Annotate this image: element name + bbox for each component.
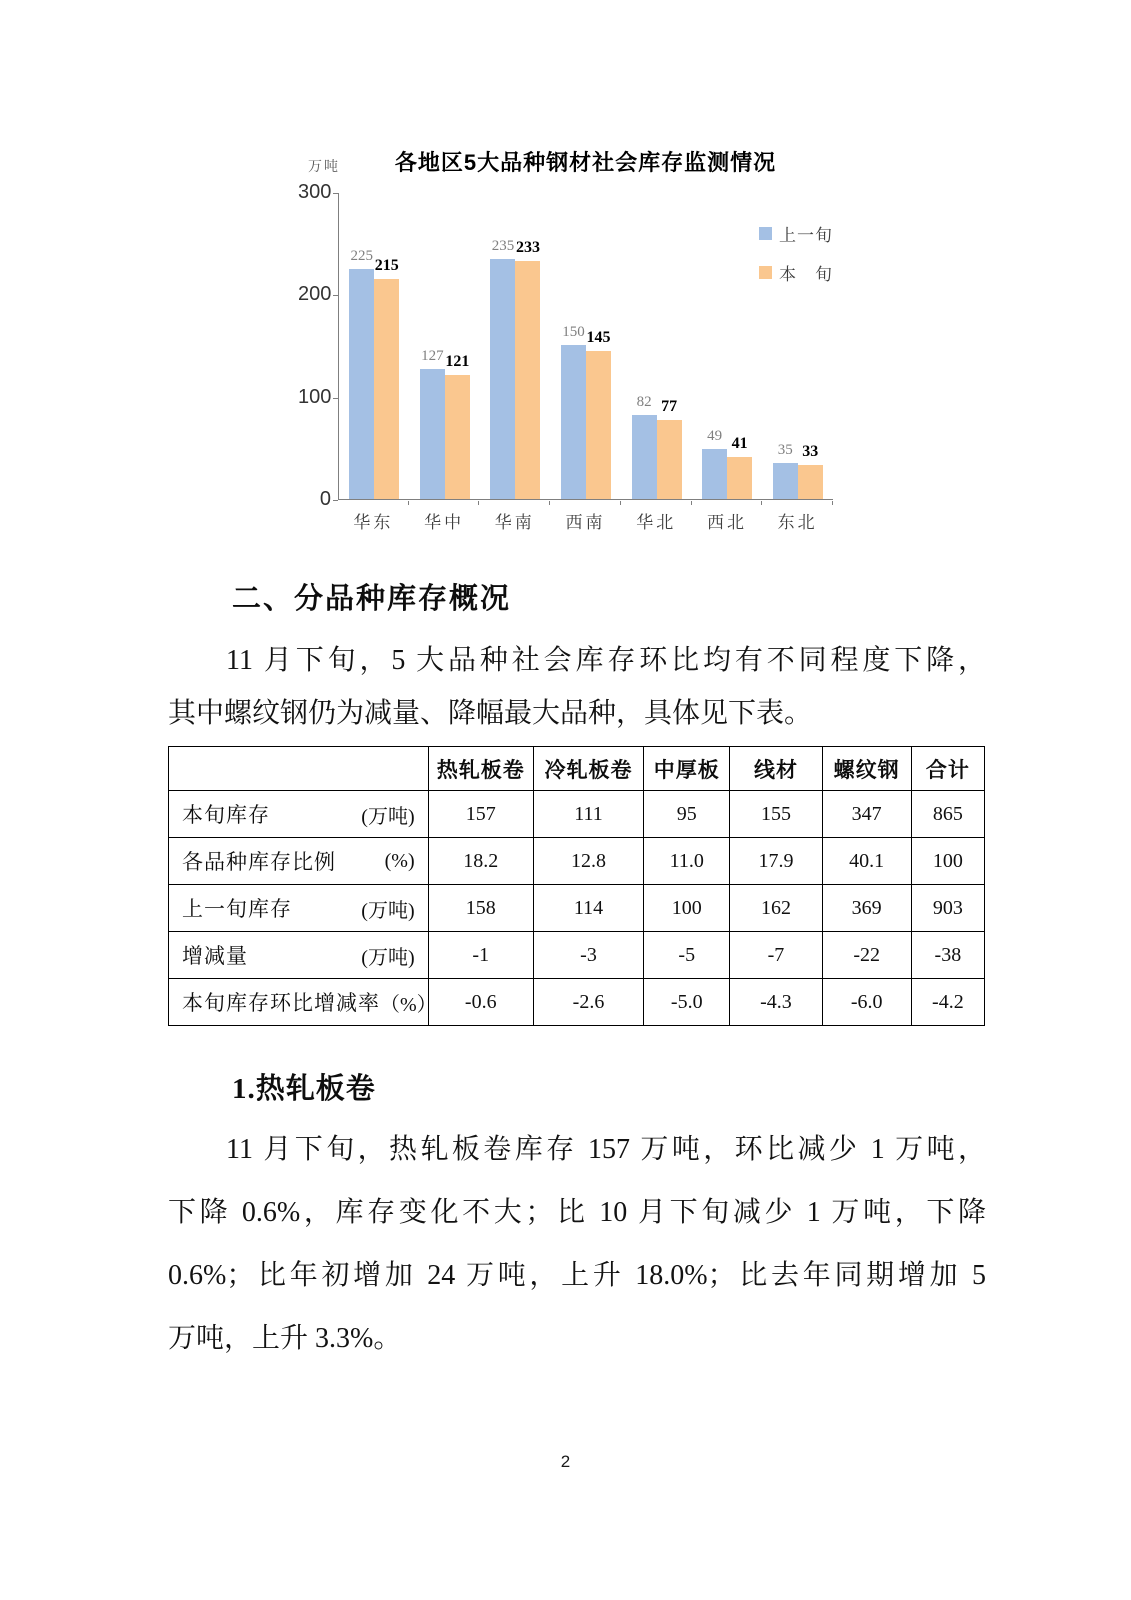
bar-prev-period	[773, 463, 798, 499]
bar-current-period	[798, 465, 823, 499]
x-tick-label: 华中	[424, 513, 465, 532]
x-tick-label: 西北	[706, 513, 747, 532]
row-unit: （%）	[380, 993, 437, 1016]
y-axis-unit-label: 万吨	[308, 160, 340, 175]
table-cell: 865	[911, 791, 984, 838]
chart-title: 各地区5大品种钢材社会库存监测情况	[394, 150, 777, 175]
header-cell: 热轧板卷	[428, 747, 533, 791]
table-cell: -6.0	[822, 979, 911, 1026]
table-cell: 18.2	[428, 838, 533, 885]
table-cell: -7	[730, 932, 822, 979]
table-cell: -5	[644, 932, 730, 979]
table-cell: -22	[822, 932, 911, 979]
table-cell: 95	[644, 791, 730, 838]
table-cell: -4.2	[911, 979, 984, 1026]
paragraph-line: 万吨，上升 3.3%。	[168, 1323, 402, 1354]
paragraph-line: 11 月下旬，5 大品种社会库存环比均有不同程度下降，	[226, 645, 986, 676]
bar-value-label: 233	[515, 239, 540, 256]
bar-group-huazhong	[410, 193, 481, 499]
y-tick-label: 100	[298, 386, 332, 408]
table-cell: -0.6	[428, 979, 533, 1026]
legend-item-current	[759, 260, 833, 285]
header-cell: 冷轧板卷	[533, 747, 643, 791]
bar-value-label: 215	[374, 257, 399, 274]
bar-group-xibei	[692, 193, 763, 499]
bar-value-label: 121	[445, 353, 470, 370]
bar-current-period	[445, 375, 470, 499]
section-heading-overview: 二、分品种库存概况	[232, 583, 512, 615]
row-unit: (万吨)	[361, 946, 415, 969]
inventory-table	[168, 746, 985, 1026]
chart-legend	[759, 221, 833, 285]
legend-label: 本 旬	[779, 265, 833, 284]
bar-group-xinan	[551, 193, 622, 499]
bar-group-huabei	[621, 193, 692, 499]
bar-current-period	[515, 261, 540, 499]
bar-prev-period	[632, 415, 657, 499]
bar-current-period	[657, 420, 682, 499]
bar-value-label: 127	[421, 348, 444, 364]
inventory-bar-chart	[298, 140, 843, 540]
paragraph-line: 0.6%；比年初增加 24 万吨，上升 18.0%；比去年同期增加 5	[168, 1260, 986, 1291]
table-cell: 111	[533, 791, 643, 838]
header-cell: 合计	[911, 747, 984, 791]
table-cell: 114	[533, 885, 643, 932]
bar-value-label: 225	[350, 248, 374, 264]
table-row	[169, 791, 985, 838]
hot-rolled-paragraph	[168, 1118, 986, 1370]
table-cell: -4.3	[730, 979, 822, 1026]
row-unit: (%)	[384, 849, 415, 872]
legend-swatch-prev	[759, 227, 772, 240]
row-label: 本旬库存环比增减率	[182, 991, 380, 1015]
table-cell: -5.0	[644, 979, 730, 1026]
bar-prev-period	[349, 269, 374, 499]
header-cell-blank	[169, 747, 429, 791]
table-cell: 369	[822, 885, 911, 932]
table-cell: 162	[730, 885, 822, 932]
bar-prev-period	[702, 449, 727, 499]
y-tick-label: 200	[298, 283, 332, 305]
table-row	[169, 979, 985, 1026]
table-row	[169, 932, 985, 979]
x-axis-ticks	[338, 501, 833, 505]
table-cell: -3	[533, 932, 643, 979]
table-cell: -2.6	[533, 979, 643, 1026]
header-cell: 线材	[730, 747, 822, 791]
bar-current-period	[727, 457, 752, 499]
paragraph-line: 其中螺纹钢仍为减量、降幅最大品种，具体见下表。	[168, 698, 813, 729]
paragraph-line: 11 月下旬，热轧板卷库存 157 万吨，环比减少 1 万吨，	[226, 1134, 986, 1165]
table-cell: -38	[911, 932, 984, 979]
table-cell: 100	[911, 838, 984, 885]
bar-current-period	[586, 351, 611, 499]
bar-group-huanan	[480, 193, 551, 499]
bar-current-period	[374, 279, 399, 499]
bar-value-label: 82	[636, 394, 652, 410]
table-row	[169, 885, 985, 932]
legend-item-prev	[759, 221, 833, 246]
bar-prev-period	[420, 369, 445, 499]
x-tick-label: 西南	[565, 513, 606, 532]
table-cell: 347	[822, 791, 911, 838]
bar-value-label: 150	[562, 324, 585, 340]
row-label: 增减量	[182, 944, 248, 968]
bar-value-label: 33	[802, 443, 819, 460]
bar-value-label: 35	[777, 442, 793, 458]
row-label: 本旬库存	[182, 803, 270, 827]
bar-value-label: 77	[661, 398, 678, 415]
x-tick-label: 华北	[636, 513, 677, 532]
header-cell: 螺纹钢	[822, 747, 911, 791]
page-number: 2	[560, 1452, 571, 1471]
legend-swatch-current	[759, 266, 772, 279]
plot-area	[338, 193, 833, 500]
x-axis-labels	[338, 508, 833, 533]
bar-group-huadong	[339, 193, 410, 499]
bar-prev-period	[490, 259, 515, 499]
row-unit: (万吨)	[361, 805, 415, 828]
paragraph-line: 下降 0.6%，库存变化不大；比 10 月下旬减少 1 万吨，下降	[168, 1197, 986, 1228]
table-cell: 17.9	[730, 838, 822, 885]
row-unit: (万吨)	[361, 899, 415, 922]
x-tick-label: 华南	[494, 513, 535, 532]
bar-prev-period	[561, 345, 586, 499]
table-cell: 157	[428, 791, 533, 838]
header-cell: 中厚板	[644, 747, 730, 791]
overview-paragraph	[168, 634, 986, 740]
table-cell: 903	[911, 885, 984, 932]
table-row	[169, 838, 985, 885]
bar-value-label: 49	[707, 428, 723, 444]
legend-label: 上一旬	[779, 226, 833, 245]
subsection-heading-hot-rolled: 1.热轧板卷	[232, 1073, 376, 1105]
row-label: 上一旬库存	[182, 897, 292, 921]
y-tick-label: 0	[319, 488, 331, 510]
table-cell: -1	[428, 932, 533, 979]
table-cell: 11.0	[644, 838, 730, 885]
x-tick-label: 华东	[353, 513, 394, 532]
table-cell: 40.1	[822, 838, 911, 885]
x-tick-label: 东北	[777, 513, 818, 532]
table-cell: 12.8	[533, 838, 643, 885]
row-label: 各品种库存比例	[182, 850, 336, 874]
y-tick-label: 300	[298, 181, 332, 203]
table-cell: 155	[730, 791, 822, 838]
bar-value-label: 145	[586, 329, 611, 346]
table-cell: 158	[428, 885, 533, 932]
bar-value-label: 41	[731, 435, 748, 452]
bar-value-label: 235	[491, 238, 515, 254]
table-cell: 100	[644, 885, 730, 932]
table-header-row	[169, 747, 985, 791]
